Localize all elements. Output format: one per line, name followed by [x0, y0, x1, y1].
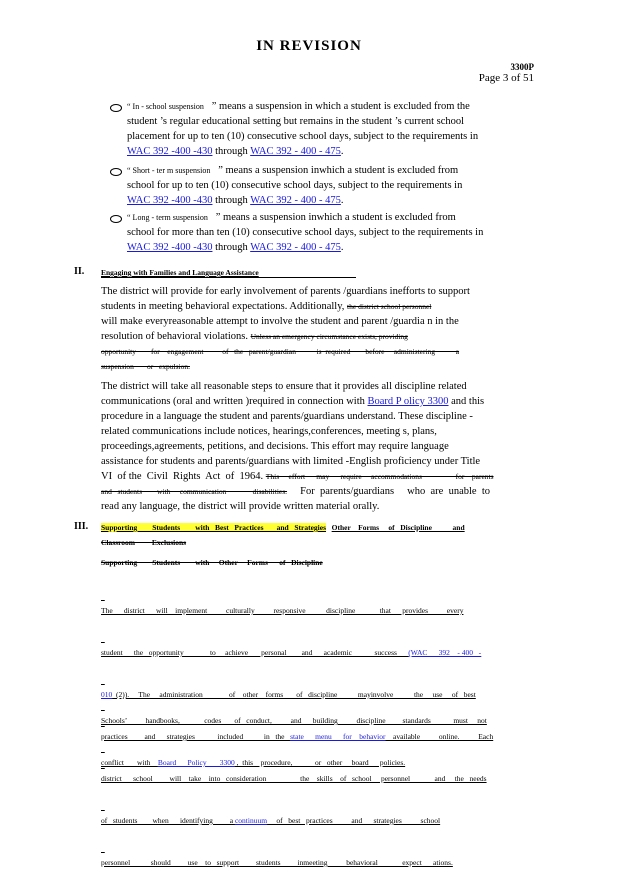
paragraph-line: proceedings,agreements, petitions, and decisions. This effort may require language: [101, 441, 449, 452]
paragraph-line: district school will take into consideration the skills of school personnel and the needs: [101, 774, 487, 783]
definition-text: school for more than ten (10) consecutive school days, subject to the requirements in: [127, 227, 484, 238]
definition-term: “ Short - ter m suspension: [127, 166, 211, 175]
bullet-icon: [110, 168, 122, 176]
deleted-heading: Classroom Exclusions: [101, 538, 187, 547]
definition-text: ” means a suspension in which a student is excluded from the: [211, 101, 470, 112]
deleted-text: and students with communication disabilities.: [101, 487, 288, 496]
paragraph-text: of students when identifying a: [101, 816, 235, 825]
definition-long-term: “ Long - term suspension ” means a suspension inwhich a student is excluded from school for more than ten (10) consecutive school days, subject to the requirements in WAC 392 -400 -430 through WAC 392 - 400 - 475.: [127, 210, 537, 255]
paragraph-line: assistance for students and parents/guardians with limited -English proficiency under Title: [101, 456, 481, 467]
wac-link[interactable]: WAC 392 - 400 - 475: [250, 242, 341, 253]
section-ii-paragraph-1: [101, 284, 537, 374]
paragraph-line: personnel should use to support students inmeeting behavioral expect ations.: [101, 858, 453, 867]
highlighted-heading: Supporting Students with Best Practices and Strategies: [101, 523, 327, 532]
policy-code: 3300P: [510, 62, 534, 72]
section-numeral: III.: [74, 521, 89, 532]
wac-link[interactable]: WAC 392 -400 -430: [127, 242, 213, 253]
definition-in-school: “ In - school suspension ” means a suspension in which a student is excluded from the student ’s regular educational setting but remains in the student ’s current school placement for up to ten (10) consecutive school days, subject to the requirements in WAC 392 -400 -430 through WAC 392 - 400 - 475.: [127, 99, 537, 159]
paragraph-text: available online. Each: [385, 732, 494, 741]
deleted-text: opportunity for engagement of the parent/guardian is required before administering a: [101, 347, 460, 356]
paragraph-line: will make everyreasonable attempt to involve the student and parent /guardia n in the: [101, 316, 459, 327]
page-number: Page 3 of 51: [478, 72, 534, 84]
bullet-icon: [110, 215, 122, 223]
wac-link[interactable]: WAC 392 - 400 - 475: [250, 195, 341, 206]
paragraph-text: VI of the Civil Rights Act of 1964.: [101, 471, 266, 482]
definition-term: “ In - school suspension: [127, 102, 204, 111]
section-iii-paragraph-2: [101, 686, 531, 784]
paragraph-line: The district will take all reasonable steps to ensure that it provides all discipline related: [101, 381, 467, 392]
paragraph-line: related communications include notices, hearings,conferences, meeting s, plans,: [101, 426, 437, 437]
through-text: through: [212, 242, 251, 253]
paragraph-text: practices and strategies included in the: [101, 732, 291, 741]
paragraph-line: The district will provide for early involvement of parents /guardians inefforts to support: [101, 286, 470, 297]
continuum-link[interactable]: continuum: [234, 816, 268, 825]
deleted-text: This effort may require accommodations for parents: [265, 472, 494, 481]
paragraph-line: Schools’ handbooks, codes of conduct, and building discipline standards must not: [101, 716, 487, 725]
wac-link[interactable]: (WAC 392 - 400 -: [408, 648, 482, 657]
paragraph-text: and this: [448, 396, 485, 407]
definition-term: “ Long - term suspension: [127, 213, 208, 222]
deleted-text: Unless an emergency circumstance exists, providing: [250, 332, 408, 341]
deleted-subheading: Supporting Students with Other Forms of Discipline: [101, 558, 323, 567]
paragraph-line: procedure in a language the student and parents/guardians understand. These discipline -: [101, 411, 473, 422]
section-heading: Engaging with Families and Language Assistance: [101, 268, 356, 278]
wac-link[interactable]: WAC 392 -400 -430: [127, 195, 213, 206]
paragraph-text: communications (oral and written )required in connection with: [101, 396, 368, 407]
section-numeral: II.: [74, 266, 85, 277]
paragraph-text: student the opportunity to achieve personal and academic success: [101, 648, 409, 657]
wac-link[interactable]: WAC 392 -400 -430: [127, 146, 213, 157]
definition-text: student ’s regular educational setting but remains in the student ’s current school: [127, 116, 465, 127]
paragraph-text: resolution of behavioral violations.: [101, 331, 251, 342]
deleted-text: the district school personnel: [347, 302, 432, 311]
definition-text: placement for up to ten (10) consecutive school days, subject to the requirements in: [127, 131, 479, 142]
section-ii-paragraph-2: [101, 379, 537, 514]
paragraph-text: (2)). The administration of other forms of discipline mayinvolve the use of best: [112, 690, 476, 699]
paragraph-line: read any language, the district will provide written material orally.: [101, 501, 380, 512]
paragraph-text: of best practices and strategies school: [267, 816, 441, 825]
heading-text: Other Forms of Discipline and: [331, 523, 465, 532]
paragraph-text: students in meeting behavioral expectations. Additionally,: [101, 301, 348, 312]
definition-text: ” means a suspension inwhich a student is excluded from: [218, 165, 459, 176]
section-heading: [101, 523, 537, 532]
paragraph-text: conflict with: [101, 758, 158, 767]
through-text: through: [212, 195, 251, 206]
deleted-text: suspension or expulsion.: [101, 362, 190, 371]
definition-short-term: “ Short - ter m suspension ” means a suspension inwhich a student is excluded from school for up to ten (10) consecutive school days, subject to the requirements in WAC 392 -400 -430 through WAC 392 - 400 - 475.: [127, 163, 537, 208]
paragraph-text: , this procedure, or other board policies.: [234, 758, 406, 767]
through-text: through: [212, 146, 251, 157]
definition-text: school for up to ten (10) consecutive school days, subject to the requirements in: [127, 180, 463, 191]
state-menu-link[interactable]: state menu for behavior: [290, 732, 386, 741]
board-policy-link[interactable]: Board Policy 3300: [157, 758, 235, 767]
page-title: IN REVISION: [256, 38, 362, 54]
bullet-icon: [110, 104, 122, 112]
wac-link[interactable]: WAC 392 - 400 - 475: [250, 146, 341, 157]
paragraph-line: The district will implement culturally responsive discipline that provides every: [101, 606, 464, 615]
wac-link[interactable]: 010: [101, 690, 113, 699]
definition-text: ” means a suspension inwhich a student is excluded from: [215, 212, 456, 223]
paragraph-text: For parents/guardians who are unable to: [287, 486, 490, 497]
board-policy-link[interactable]: Board P olicy 3300: [367, 396, 449, 407]
